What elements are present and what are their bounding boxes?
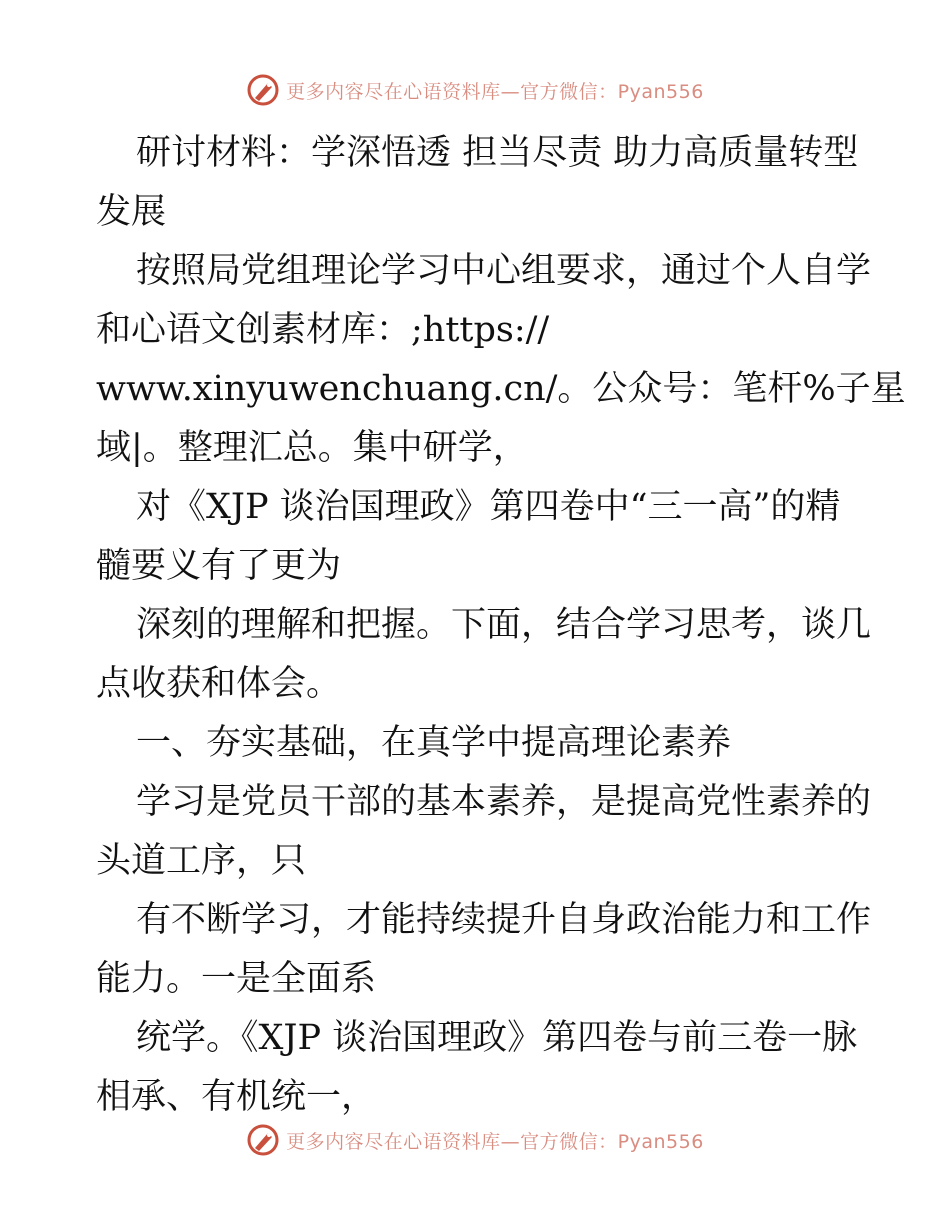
footer-banner-text: 更多内容尽在心语资料库—官方微信：Pyan556 bbox=[286, 1130, 704, 1153]
footer-banner bbox=[0, 1120, 950, 1160]
doc-line-2: 发展 bbox=[96, 192, 167, 232]
doc-line-7: 对《XJP 谈治国理政》第四卷中“三一高”的精 bbox=[136, 487, 841, 527]
doc-line-3: 按照局党组理论学习中心组要求，通过个人自学 bbox=[136, 251, 872, 291]
doc-line-14: 有不断学习，才能持续提升自身政治能力和工作 bbox=[136, 900, 872, 940]
document-body bbox=[96, 124, 906, 1127]
doc-line-10: 点收获和体会。 bbox=[96, 664, 342, 704]
header-banner-text: 更多内容尽在心语资料库—官方微信：Pyan556 bbox=[286, 80, 704, 103]
doc-line-15: 能力。一是全面系 bbox=[96, 959, 377, 999]
doc-line-9: 深刻的理解和把握。下面，结合学习思考，谈几 bbox=[136, 605, 872, 645]
doc-line-17: 相承、有机统一， bbox=[96, 1077, 377, 1117]
doc-line-13: 头道工序，只 bbox=[96, 841, 307, 881]
doc-line-8: 髓要义有了更为 bbox=[96, 546, 342, 586]
doc-line-4: 和心语文创素材库：;https:// bbox=[96, 310, 550, 350]
doc-line-1: 研讨材料：学深悟透 担当尽责 助力高质量转型 bbox=[136, 133, 859, 173]
pen-nib-logo-icon bbox=[246, 1123, 280, 1157]
header-banner bbox=[0, 70, 950, 110]
doc-line-11: 一、夯实基础，在真学中提高理论素养 bbox=[136, 723, 732, 763]
doc-line-6: 域|。整理汇总。集中研学， bbox=[96, 428, 528, 468]
doc-line-12: 学习是党员干部的基本素养，是提高党性素养的 bbox=[136, 782, 872, 822]
pen-nib-logo-icon bbox=[246, 73, 280, 107]
doc-line-16: 统学。《XJP 谈治国理政》第四卷与前三卷一脉 bbox=[136, 1018, 858, 1058]
doc-line-5: www.xinyuwenchuang.cn/。公众号：笔杆%子星 bbox=[96, 369, 906, 409]
